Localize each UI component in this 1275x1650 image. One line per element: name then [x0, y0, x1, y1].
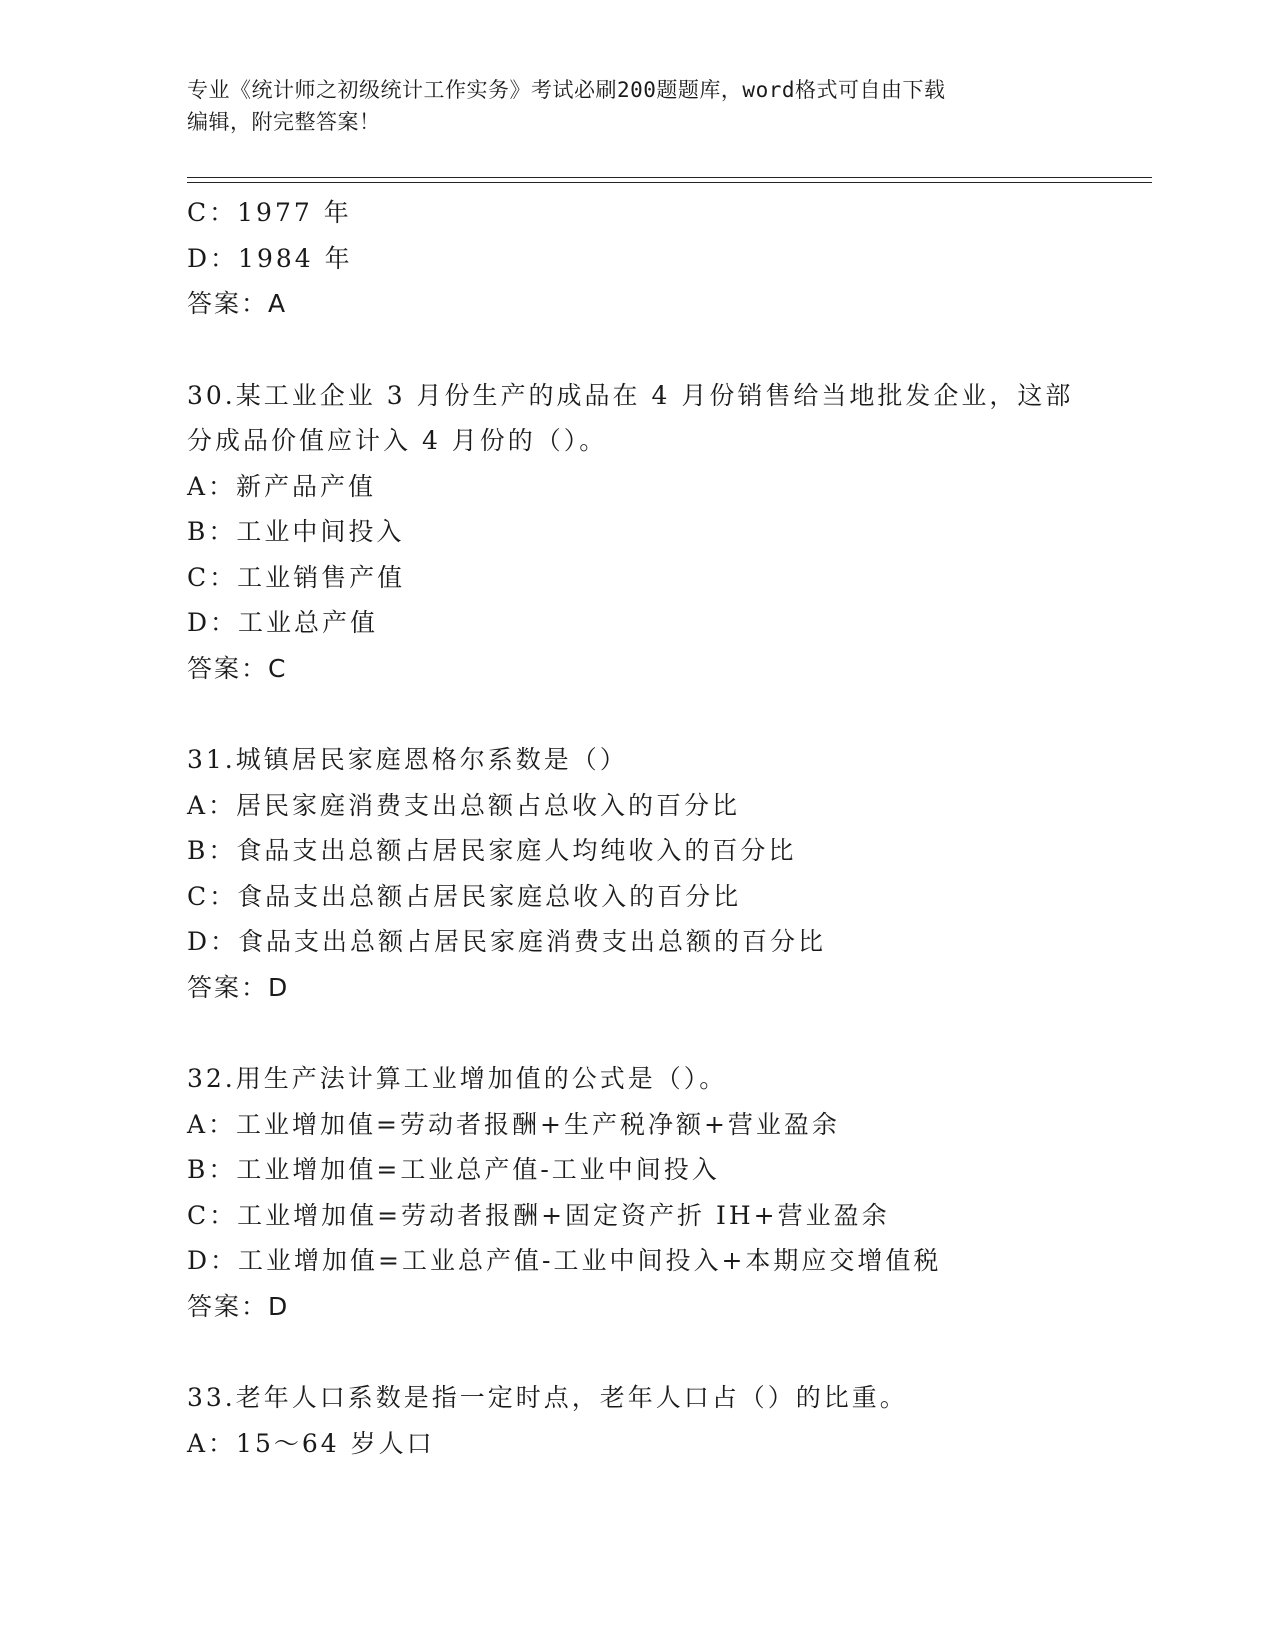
- question-31: [187, 737, 1147, 1010]
- question-stem-line-1: 30.某工业企业 3 月份生产的成品在 4 月份销售给当地批发企业，这部: [187, 380, 1074, 410]
- answer-line: 答案：D: [187, 972, 290, 1002]
- option-c: C：工业增加值=劳动者报酬+固定资产折 IH+营业盈余: [187, 1200, 890, 1230]
- question-stem-line-1: 33.老年人口系数是指一定时点，老年人口占（）的比重。: [187, 1383, 908, 1412]
- option-d: D：工业增加值=工业总产值-工业中间投入+本期应交增值税: [187, 1246, 942, 1275]
- option-c: C：食品支出总额占居民家庭总收入的百分比: [187, 881, 742, 911]
- answer-line: 答案：A: [187, 289, 288, 318]
- option-b: B：食品支出总额占居民家庭人均纯收入的百分比: [187, 836, 797, 865]
- spacer: [187, 327, 1147, 373]
- question-list: [187, 190, 1147, 1466]
- spacer: [187, 1010, 1147, 1056]
- spacer: [187, 691, 1147, 737]
- question-stem-line-1: 32.用生产法计算工业增加值的公式是（）。: [187, 1064, 728, 1093]
- question-32: [187, 1056, 1147, 1329]
- answer-line: 答案：D: [187, 1291, 290, 1321]
- option-c: C：1977 年: [187, 198, 352, 227]
- spacer: [187, 1329, 1147, 1375]
- answer-line: 答案：C: [187, 653, 288, 683]
- option-a: A：15～64 岁人口: [187, 1428, 435, 1458]
- question-stem-line-2: 分成品价值应计入 4 月份的（）。: [187, 426, 608, 455]
- question-30: [187, 373, 1147, 692]
- question-33: [187, 1375, 1147, 1466]
- header-divider-top: [187, 177, 1152, 178]
- question-29: [187, 190, 1147, 327]
- header-divider-bottom: [187, 182, 1152, 183]
- option-b: B：工业增加值=工业总产值-工业中间投入: [187, 1155, 720, 1184]
- document-header: [187, 74, 1067, 138]
- option-d: D：食品支出总额占居民家庭消费支出总额的百分比: [187, 927, 827, 956]
- option-a: A：新产品产值: [187, 471, 377, 501]
- option-d: D：1984 年: [187, 243, 353, 273]
- option-d: D：工业总产值: [187, 608, 379, 637]
- header-line-1: 专业《统计师之初级统计工作实务》考试必刷200题题库，word格式可自由下载: [187, 78, 946, 102]
- option-c: C：工业销售产值: [187, 562, 406, 592]
- option-b: B：工业中间投入: [187, 517, 405, 546]
- question-stem-line-1: 31.城镇居民家庭恩格尔系数是（）: [187, 745, 628, 774]
- option-a: A：居民家庭消费支出总额占总收入的百分比: [187, 790, 741, 820]
- option-a: A：工业增加值=劳动者报酬+生产税净额+营业盈余: [187, 1109, 840, 1139]
- header-line-2: 编辑，附完整答案！: [187, 110, 381, 134]
